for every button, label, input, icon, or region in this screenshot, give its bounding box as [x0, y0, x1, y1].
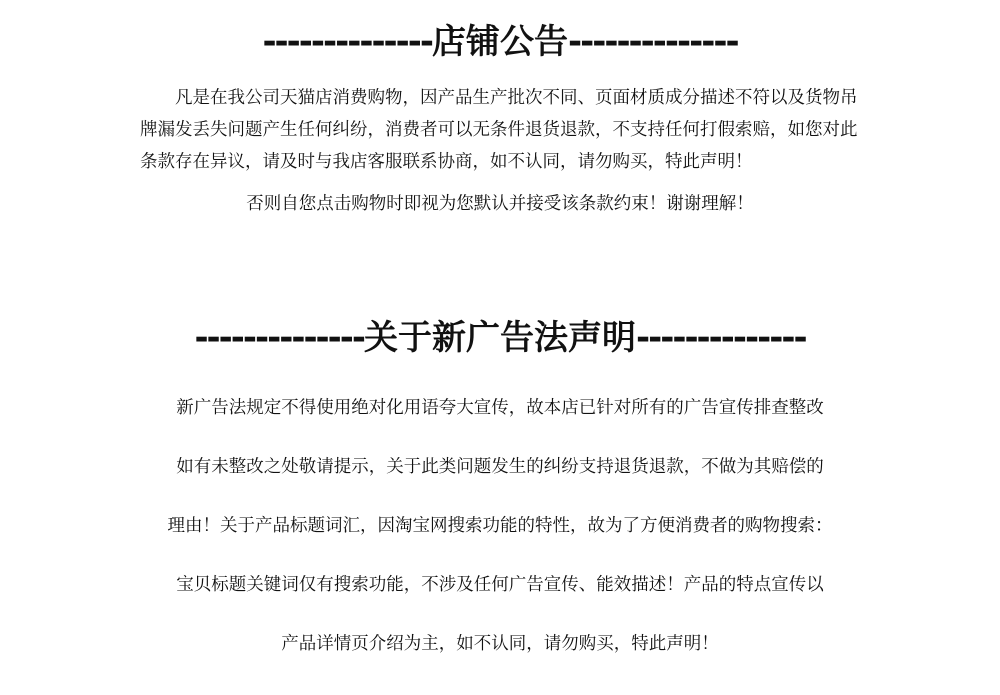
store-notice-title: 店铺公告 — [432, 22, 568, 62]
heading-dash-right: -------------- — [568, 22, 738, 62]
ad-law-heading — [0, 318, 1000, 358]
store-notice-agreement: 否则自您点击购物时即视为您默认并接受该条款约束！谢谢理解！ — [246, 194, 754, 214]
ad-law-line: 理由！关于产品标题词汇，因淘宝网搜索功能的特性，故为了方便消费者的购物搜索： — [167, 516, 833, 536]
store-notice-heading — [0, 22, 1000, 62]
heading-dash-left: -------------- — [262, 22, 432, 62]
ad-law-line: 新广告法规定不得使用绝对化用语夸大宣传，故本店已针对所有的广告宣传排查整改 — [176, 398, 824, 418]
ad-law-title: 关于新广告法声明 — [364, 318, 636, 358]
ad-law-line: 如有未整改之处敬请提示，关于此类问题发生的纠纷支持退货退款，不做为其赔偿的 — [176, 457, 824, 477]
ad-law-line: 产品详情页介绍为主，如不认同，请勿购买，特此声明！ — [281, 634, 719, 654]
ad-law-line: 宝贝标题关键词仅有搜索功能，不涉及任何广告宣传、能效描述！产品的特点宣传以 — [176, 575, 824, 595]
store-notice-body — [140, 82, 860, 220]
heading-dash-right: -------------- — [636, 318, 806, 358]
store-notice-paragraph: 凡是在我公司天猫店消费购物，因产品生产批次不同、页面材质成分描述不符以及货物吊牌漏发丢失问题产生任何纠纷，消费者可以无条件退货退款，不支持任何打假索赔，如您对此条款存在异议，请及时与我店客服联系协商，如不认同，请勿购买，特此声明！ — [140, 88, 858, 172]
heading-dash-left: -------------- — [194, 318, 364, 358]
